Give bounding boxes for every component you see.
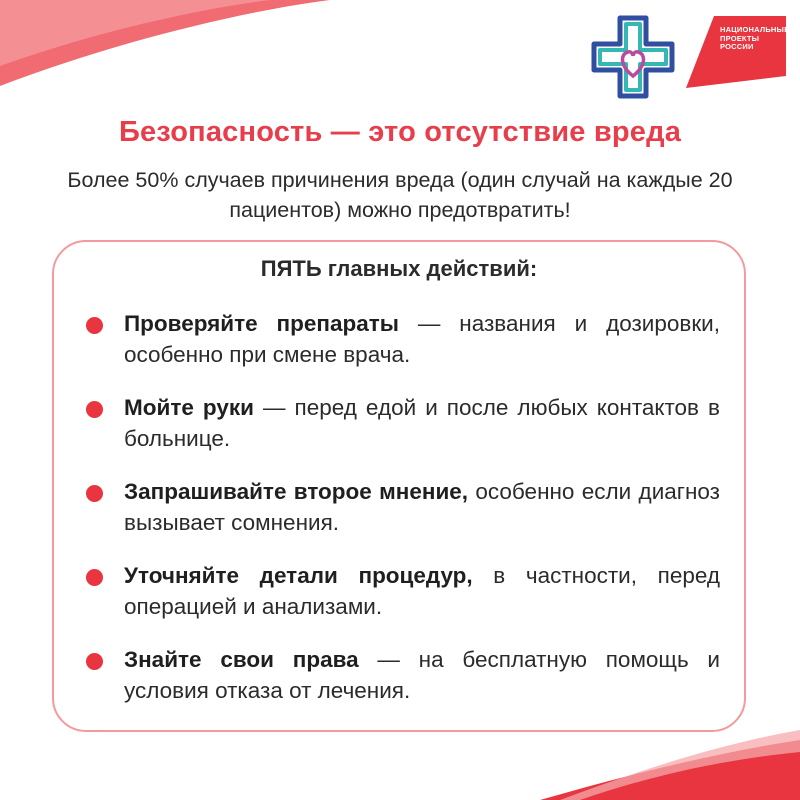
list-item	[86, 560, 720, 622]
bullet-dot-icon	[86, 401, 103, 418]
bullet-dot-icon	[86, 485, 103, 502]
list-item	[86, 308, 720, 370]
page-subtitle: Более 50% случаев причинения вреда (один случай на каждые 20 пациентов) можно предотвратить!	[67, 168, 733, 222]
card-heading: ПЯТЬ главных действий:	[260, 256, 538, 281]
logo-text-line: РОССИИ	[720, 42, 754, 51]
national-projects-logo	[686, 16, 790, 88]
list-item-text	[124, 476, 720, 538]
list-item-desc: — перед едой и после любых контактов в больнице.	[124, 395, 720, 451]
bullet-dot-icon	[86, 317, 103, 334]
list-item-text	[124, 392, 720, 454]
bottom-right-corner-decoration	[540, 730, 800, 800]
list-item-desc: — на бесплатную помощь и условия отказа от лечения.	[124, 647, 721, 703]
list-item-bold: Мойте руки	[124, 395, 254, 420]
list-item-bold: Проверяйте препараты	[124, 311, 399, 336]
list-item-bold: Уточняйте детали процедур,	[124, 563, 473, 588]
list-item-text	[124, 560, 720, 622]
list-item-text	[124, 308, 720, 370]
bullet-dot-icon	[86, 653, 103, 670]
list-item-desc: особенно если диагноз вызывает сомнения.	[124, 479, 720, 535]
list-item-desc: — названия и дозировки, особенно при смене врача.	[124, 311, 720, 367]
list-item-bold: Знайте свои права	[124, 647, 359, 672]
top-left-corner-decoration	[0, 0, 330, 90]
logo-text-line: НАЦИОНАЛЬНЫЕ	[720, 25, 790, 34]
list-item	[86, 476, 720, 538]
list-item	[86, 392, 720, 454]
logo-text-line: ПРОЕКТЫ	[720, 33, 760, 43]
medical-cross-heart-icon	[590, 14, 676, 100]
bullet-dot-icon	[86, 569, 103, 586]
list-item	[86, 644, 720, 706]
list-item-text	[124, 644, 720, 706]
actions-card	[52, 240, 746, 732]
page-title: Безопасность — это отсутствие вреда	[118, 116, 682, 148]
list-item-bold: Запрашивайте второе мнение,	[124, 479, 469, 504]
list-item-desc: в частности, перед операцией и анализами.	[124, 563, 720, 619]
